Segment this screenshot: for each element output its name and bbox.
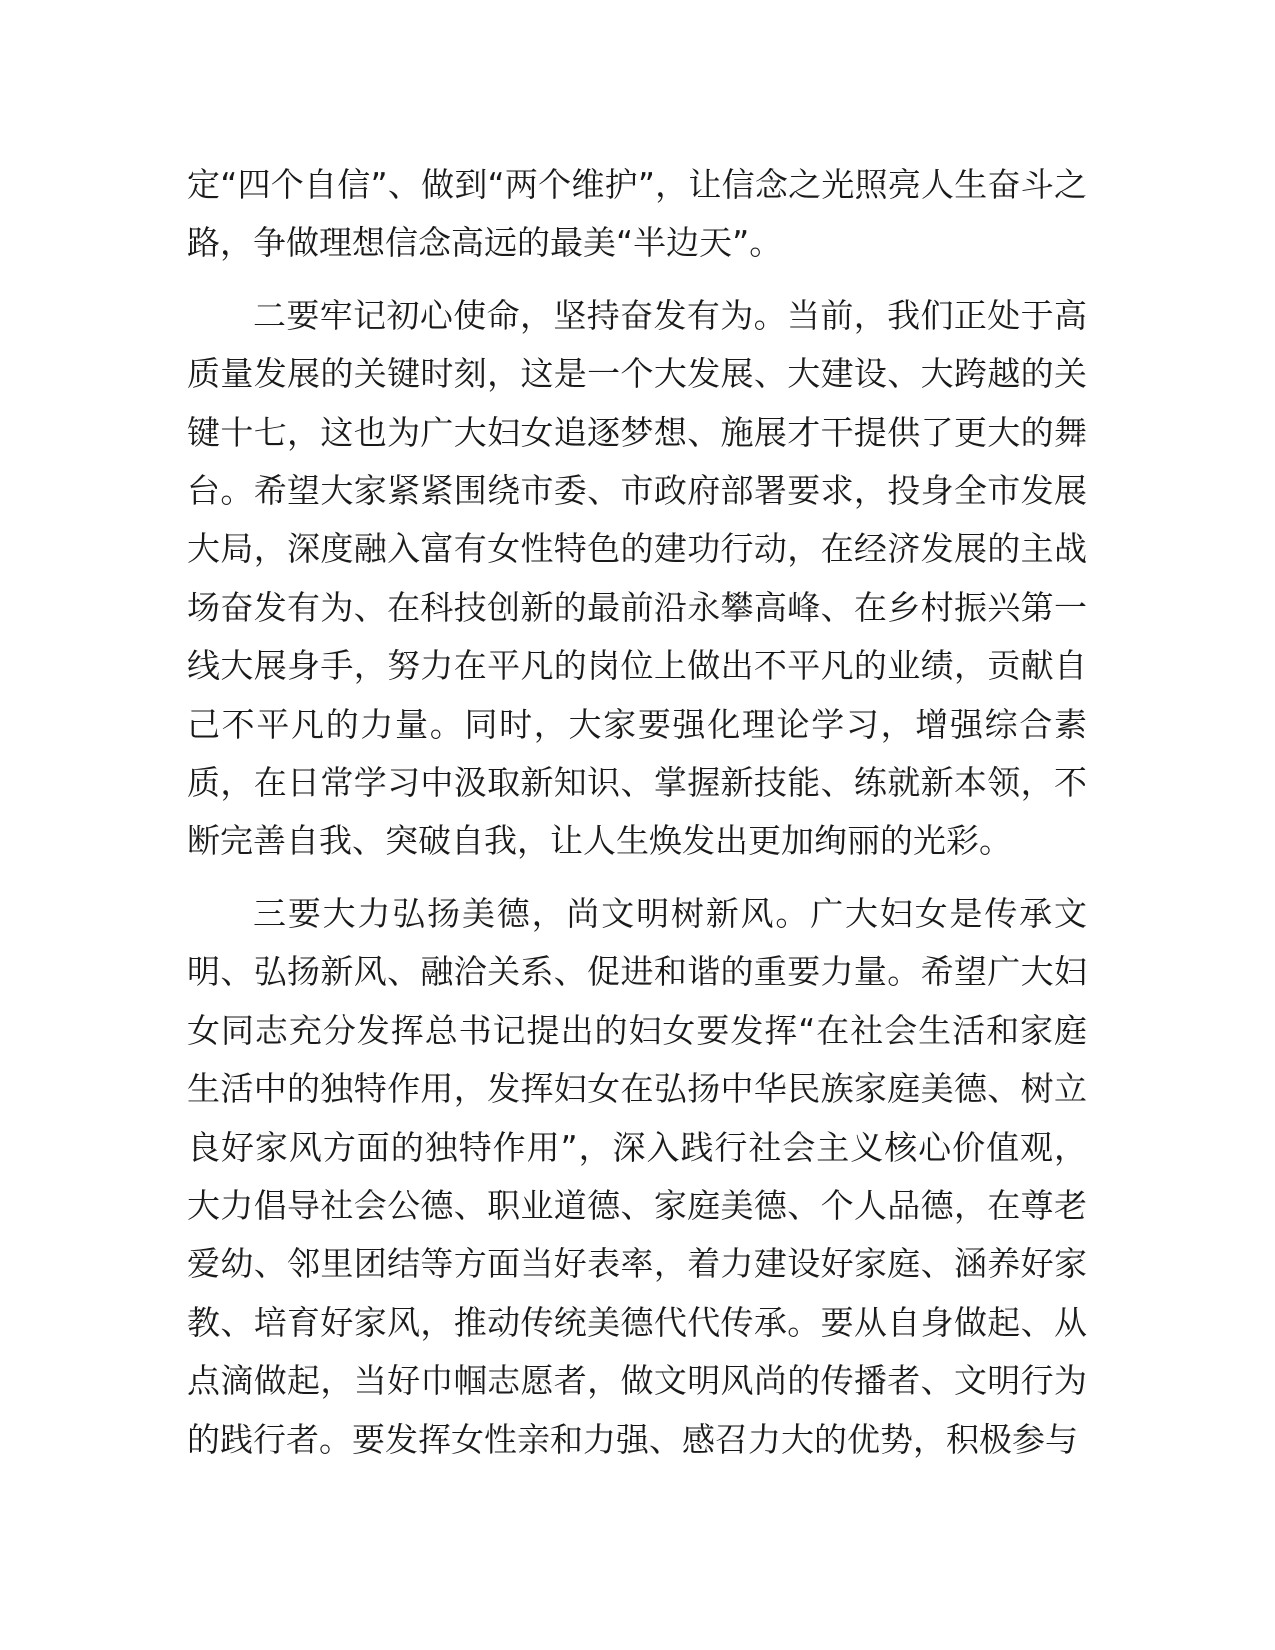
- body-text: [187, 156, 1087, 1483]
- paragraph-2: 二要牢记初心使命，坚持奋发有为。当前，我们正处于高质量发展的关键时刻，这是一个大发展、大建设、大跨越的关键十七，这也为广大妇女追逐梦想、施展才干提供了更大的舞台。希望大家紧紧围绕市委、市政府部署要求，投身全市发展大局，深度融入富有女性特色的建功行动，在经济发展的主战场奋发有为、在科技创新的最前沿永攀高峰、在乡村振兴第一线大展身手，努力在平凡的岗位上做出不平凡的业绩，贡献自己不平凡的力量。同时，大家要强化理论学习，增强综合素质，在日常学习中汲取新知识、掌握新技能、练就新本领，不断完善自我、突破自我，让人生焕发出更加绚丽的光彩。: [187, 295, 1087, 861]
- paragraph-1: 定“四个自信”、做到“两个维护”，让信念之光照亮人生奋斗之路，争做理想信念高远的最美“半边天”。: [187, 165, 1087, 263]
- paragraph-3: 三要大力弘扬美德，尚文明树新风。广大妇女是传承文明、弘扬新风、融洽关系、促进和谐的重要力量。希望广大妇女同志充分发挥总书记提出的妇女要发挥“在社会生活和家庭生活中的独特作用，发挥妇女在弘扬中华民族家庭美德、树立良好家风方面的独特作用”，深入践行社会主义核心价值观，大力倡导社会公德、职业道德、家庭美德、个人品德，在尊老爱幼、邻里团结等方面当好表率，着力建设好家庭、涵养好家教、培育好家风，推动传统美德代代传承。要从自身做起、从点滴做起，当好巾帼志愿者，做文明风尚的传播者、文明行为的践行者。要发挥女性亲和力强、感召力大的优势，积极参与: [187, 893, 1087, 1459]
